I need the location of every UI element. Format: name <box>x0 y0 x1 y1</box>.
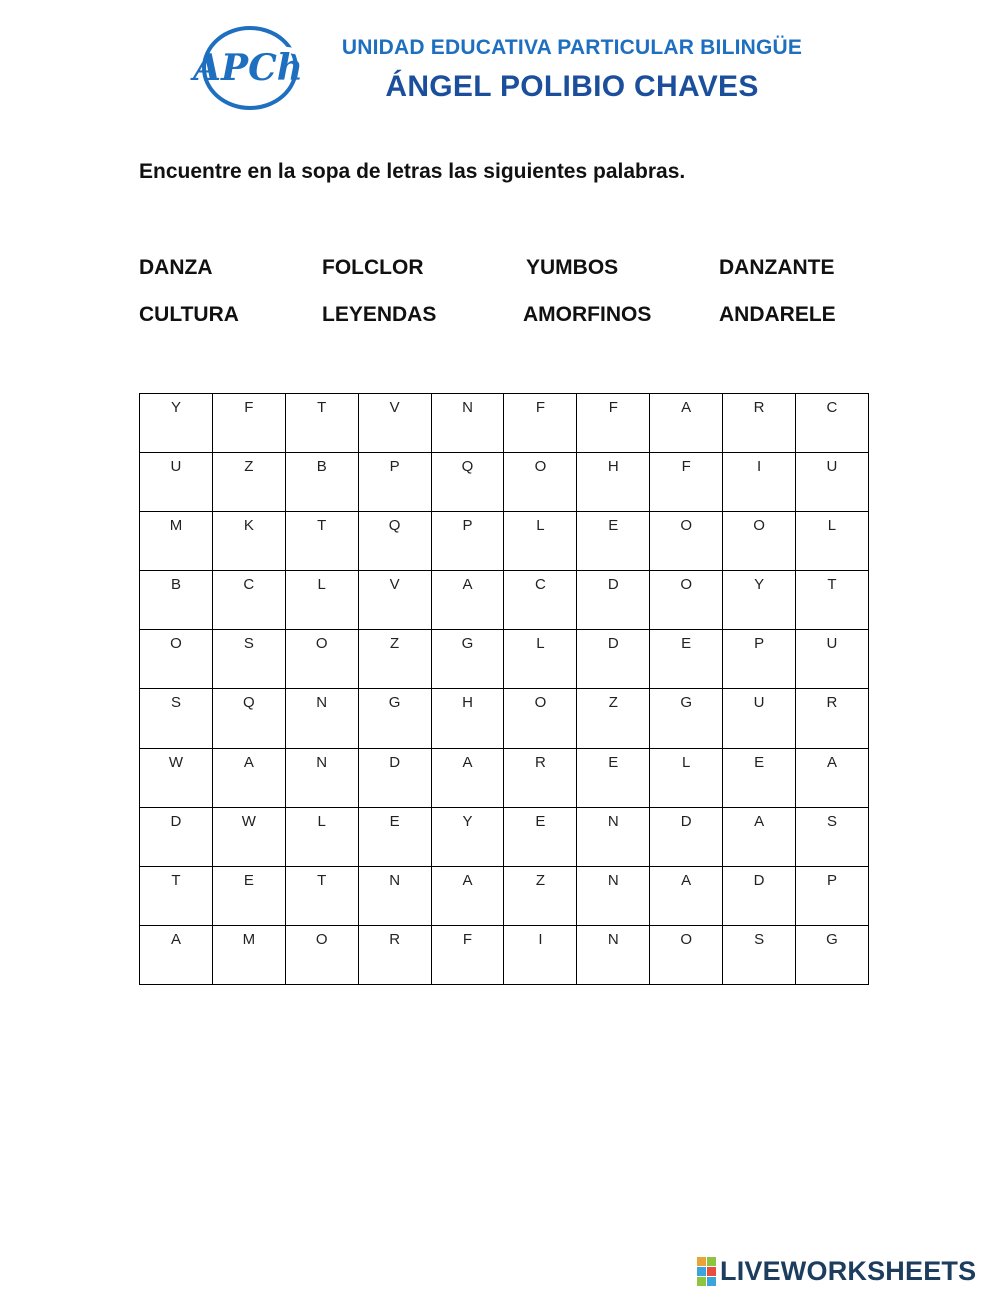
grid-cell <box>358 807 431 866</box>
grid-row <box>140 571 869 630</box>
grid-cell <box>650 394 723 453</box>
grid-letter: O <box>680 576 693 594</box>
grid-cell <box>796 394 869 453</box>
grid-letter: V <box>389 399 400 416</box>
grid-cell <box>212 571 285 630</box>
grid-cell <box>577 630 650 689</box>
grid-letter: D <box>607 576 619 594</box>
grid-letter: S <box>826 812 837 830</box>
word-item: ANDARELE <box>719 303 836 326</box>
grid-cell <box>431 453 504 512</box>
grid-cell <box>431 689 504 748</box>
grid-cell <box>285 512 358 571</box>
grid-letter: U <box>170 458 182 476</box>
grid-letter: F <box>608 399 618 416</box>
grid-cell <box>212 394 285 453</box>
grid-letter: O <box>170 635 182 653</box>
grid-cell <box>431 866 504 925</box>
grid-cell <box>796 512 869 571</box>
grid-cell <box>358 453 431 512</box>
grid-cell <box>358 925 431 984</box>
grid-cell <box>796 571 869 630</box>
grid-row <box>140 394 869 453</box>
word-item: LEYENDAS <box>322 303 437 326</box>
grid-letter: L <box>536 517 545 535</box>
grid-letter: W <box>168 753 184 771</box>
grid-letter: Q <box>243 694 255 712</box>
grid-cell <box>796 689 869 748</box>
brand-blocks-icon <box>697 1257 716 1286</box>
grid-letter: D <box>607 635 619 653</box>
grid-cell <box>650 453 723 512</box>
grid-cell <box>212 925 285 984</box>
word-item: DANZA <box>139 256 213 279</box>
grid-cell <box>140 453 213 512</box>
grid-letter: Z <box>390 635 400 653</box>
grid-cell <box>650 689 723 748</box>
grid-letter: L <box>317 576 326 594</box>
grid-letter: A <box>754 812 765 830</box>
grid-cell <box>431 807 504 866</box>
grid-letter: N <box>316 694 328 712</box>
grid-cell <box>650 866 723 925</box>
grid-cell <box>358 866 431 925</box>
brand-text: LIVEWORKSHEETS <box>720 1255 977 1286</box>
grid-cell <box>504 807 577 866</box>
grid-letter: F <box>535 399 545 416</box>
grid-cell <box>504 630 577 689</box>
grid-letter: V <box>389 576 400 594</box>
grid-letter: U <box>753 694 765 712</box>
school-name-title: ÁNGEL POLIBIO CHAVES <box>385 70 759 103</box>
grid-letter: C <box>826 399 838 416</box>
grid-letter: R <box>753 399 765 416</box>
liveworksheets-brand <box>697 1254 976 1288</box>
grid-row <box>140 689 869 748</box>
grid-cell <box>650 630 723 689</box>
grid-letter: O <box>753 517 765 535</box>
grid-letter: B <box>316 458 327 476</box>
grid-cell <box>358 394 431 453</box>
grid-cell <box>358 630 431 689</box>
grid-letter: P <box>826 871 837 889</box>
grid-letter: P <box>754 635 765 653</box>
grid-cell <box>650 512 723 571</box>
grid-cell <box>285 925 358 984</box>
grid-letter: E <box>389 812 400 830</box>
grid-cell <box>796 748 869 807</box>
grid-cell <box>358 512 431 571</box>
grid-cell <box>358 748 431 807</box>
grid-row <box>140 807 869 866</box>
grid-letter: E <box>608 753 619 771</box>
grid-cell <box>504 453 577 512</box>
grid-letter: A <box>170 930 181 948</box>
grid-letter: O <box>315 635 328 653</box>
word-item: DANZANTE <box>719 256 835 279</box>
grid-cell <box>650 571 723 630</box>
grid-letter: O <box>680 930 693 948</box>
grid-cell <box>650 925 723 984</box>
grid-cell <box>796 630 869 689</box>
grid-cell <box>723 394 796 453</box>
grid-letter: R <box>389 930 401 948</box>
grid-letter: T <box>317 871 327 889</box>
grid-letter: G <box>826 930 838 948</box>
grid-letter: E <box>608 517 619 535</box>
grid-cell <box>212 866 285 925</box>
grid-letter: C <box>534 576 546 594</box>
grid-cell <box>723 630 796 689</box>
word-search-grid <box>139 393 869 985</box>
grid-letter: D <box>170 812 182 830</box>
grid-letter: A <box>826 753 837 771</box>
grid-letter: T <box>317 517 327 535</box>
grid-cell <box>504 866 577 925</box>
grid-cell <box>723 512 796 571</box>
word-item: AMORFINOS <box>523 303 652 326</box>
grid-letter: A <box>462 576 473 594</box>
instruction-text: Encuentre en la sopa de letras las siguientes palabras. <box>139 160 686 183</box>
grid-cell <box>212 630 285 689</box>
grid-letter: F <box>681 458 691 476</box>
grid-letter: E <box>754 753 765 771</box>
grid-letter: Y <box>462 812 473 830</box>
grid-letter: O <box>315 930 328 948</box>
grid-letter: I <box>756 458 762 476</box>
grid-cell <box>285 807 358 866</box>
grid-letter: K <box>243 517 254 535</box>
grid-letter: H <box>462 694 473 712</box>
grid-letter: D <box>389 753 401 771</box>
word-item: FOLCLOR <box>322 256 424 279</box>
grid-letter: M <box>242 930 256 948</box>
grid-cell <box>285 689 358 748</box>
grid-cell <box>212 453 285 512</box>
grid-cell <box>504 925 577 984</box>
grid-cell <box>723 866 796 925</box>
grid-letter: N <box>389 871 401 889</box>
grid-letter: L <box>827 517 837 535</box>
grid-cell <box>431 925 504 984</box>
grid-letter: D <box>753 871 765 889</box>
grid-letter: N <box>607 930 619 948</box>
grid-letter: E <box>535 812 546 830</box>
logo-text: APCh <box>193 47 303 89</box>
grid-letter: S <box>754 930 765 948</box>
grid-cell <box>140 512 213 571</box>
grid-letter: C <box>243 576 255 594</box>
grid-cell <box>140 571 213 630</box>
grid-cell <box>285 394 358 453</box>
grid-letter: S <box>243 635 254 653</box>
grid-cell <box>431 512 504 571</box>
grid-letter: O <box>534 458 547 476</box>
grid-cell <box>212 512 285 571</box>
grid-letter: N <box>316 753 328 771</box>
grid-letter: A <box>462 753 473 771</box>
grid-cell <box>285 453 358 512</box>
grid-letter: G <box>461 635 474 653</box>
grid-letter: T <box>317 399 327 416</box>
grid-cell <box>796 925 869 984</box>
grid-cell <box>504 394 577 453</box>
grid-cell <box>431 630 504 689</box>
grid-cell <box>504 571 577 630</box>
grid-letter: Y <box>170 399 181 416</box>
grid-cell <box>577 866 650 925</box>
grid-cell <box>285 630 358 689</box>
grid-letter: Q <box>388 517 401 535</box>
grid-cell <box>723 453 796 512</box>
grid-letter: W <box>241 812 256 830</box>
grid-cell <box>285 748 358 807</box>
grid-letter: Z <box>244 458 254 476</box>
grid-cell <box>140 748 213 807</box>
grid-cell <box>577 453 650 512</box>
grid-letter: G <box>388 694 401 712</box>
grid-letter: R <box>826 694 838 712</box>
grid-cell <box>504 748 577 807</box>
grid-row <box>140 866 869 925</box>
word-item: YUMBOS <box>526 256 619 279</box>
grid-letter: Z <box>535 871 545 889</box>
grid-cell <box>285 571 358 630</box>
grid-letter: A <box>681 871 692 889</box>
grid-letter: A <box>462 871 473 889</box>
grid-letter: P <box>462 517 473 535</box>
grid-cell <box>577 925 650 984</box>
grid-cell <box>723 925 796 984</box>
grid-row <box>140 453 869 512</box>
grid-cell <box>212 748 285 807</box>
grid-cell <box>796 866 869 925</box>
grid-letter: L <box>317 812 326 830</box>
grid-letter: D <box>680 812 692 830</box>
grid-cell <box>140 807 213 866</box>
grid-cell <box>431 748 504 807</box>
grid-letter: T <box>827 576 837 594</box>
grid-cell <box>285 866 358 925</box>
grid-row <box>140 630 869 689</box>
grid-cell <box>650 748 723 807</box>
grid-cell <box>723 748 796 807</box>
grid-letter: H <box>607 458 619 476</box>
grid-letter: N <box>462 399 473 416</box>
grid-letter: A <box>243 753 254 771</box>
word-item: CULTURA <box>139 303 239 326</box>
grid-cell <box>504 512 577 571</box>
grid-letter: U <box>826 635 838 653</box>
grid-letter: I <box>538 930 543 948</box>
grid-letter: F <box>244 399 254 416</box>
grid-letter: M <box>169 517 183 535</box>
grid-cell <box>796 807 869 866</box>
grid-cell <box>504 689 577 748</box>
grid-cell <box>577 512 650 571</box>
grid-cell <box>577 807 650 866</box>
grid-cell <box>650 807 723 866</box>
grid-cell <box>140 394 213 453</box>
grid-letter: P <box>389 458 400 476</box>
grid-row <box>140 512 869 571</box>
grid-cell <box>723 807 796 866</box>
grid-cell <box>212 689 285 748</box>
grid-letter: N <box>607 812 619 830</box>
grid-cell <box>577 394 650 453</box>
grid-cell <box>723 571 796 630</box>
grid-cell <box>431 571 504 630</box>
grid-cell <box>140 689 213 748</box>
grid-letter: L <box>536 635 545 653</box>
grid-letter: S <box>170 694 181 712</box>
grid-letter: O <box>680 517 693 535</box>
grid-letter: T <box>171 871 181 889</box>
grid-cell <box>796 453 869 512</box>
grid-letter: F <box>462 930 473 948</box>
grid-letter: Y <box>754 576 765 594</box>
grid-cell <box>212 807 285 866</box>
grid-cell <box>358 571 431 630</box>
grid-cell <box>577 689 650 748</box>
grid-letter: O <box>534 694 547 712</box>
grid-letter: R <box>534 753 546 771</box>
grid-cell <box>431 394 504 453</box>
grid-letter: G <box>680 694 693 712</box>
school-type-title: UNIDAD EDUCATIVA PARTICULAR BILINGÜE <box>341 36 803 59</box>
grid-letter: B <box>170 576 181 594</box>
grid-row <box>140 925 869 984</box>
grid-row <box>140 748 869 807</box>
grid-letter: Q <box>461 458 474 476</box>
school-logo <box>188 22 310 114</box>
grid-letter: N <box>607 871 619 889</box>
grid-cell <box>577 748 650 807</box>
grid-letter: U <box>826 458 838 476</box>
grid-cell <box>140 925 213 984</box>
grid-cell <box>140 866 213 925</box>
grid-cell <box>577 571 650 630</box>
grid-cell <box>723 689 796 748</box>
grid-cell <box>140 630 213 689</box>
grid-letter: A <box>681 399 692 416</box>
grid-letter: L <box>682 753 691 771</box>
grid-letter: E <box>681 635 692 653</box>
grid-letter: E <box>243 871 254 889</box>
grid-letter: Z <box>608 694 618 712</box>
grid-cell <box>358 689 431 748</box>
